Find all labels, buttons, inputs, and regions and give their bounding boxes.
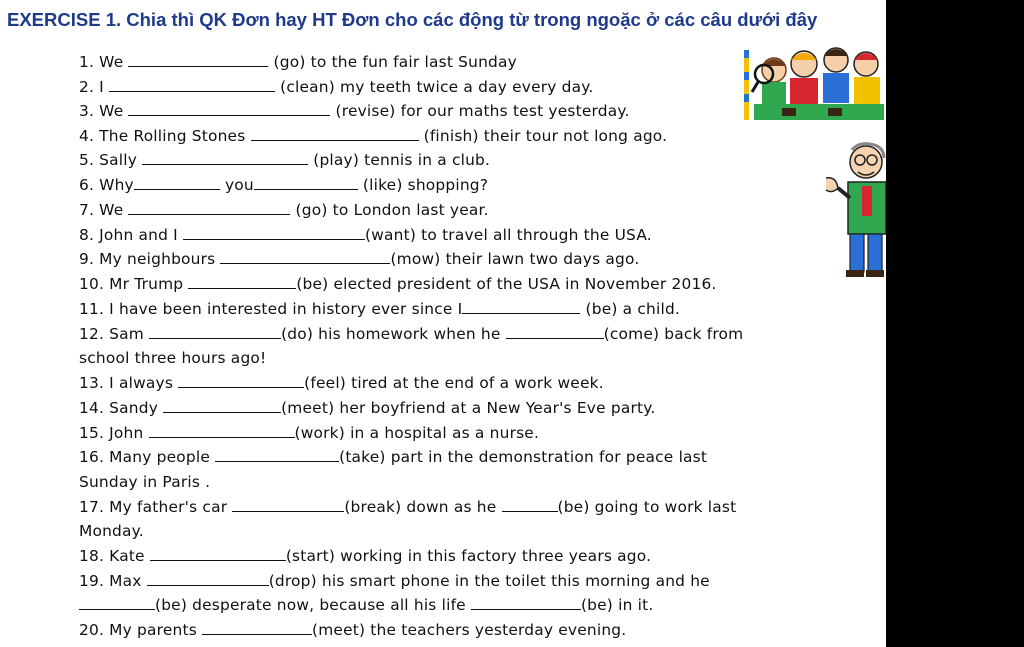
exercise-line-9: 9. My neighbours (mow) their lawn two days ago. [79, 250, 640, 268]
answer-blank[interactable] [220, 250, 390, 264]
exercise-line-17: 17. My father's car (break) down as he (be) going to work last [79, 498, 737, 516]
exercise-line-18: 18. Kate (start) working in this factory three years ago. [79, 547, 652, 565]
exercise-line-16-cont: Sunday in Paris . [79, 473, 211, 491]
answer-blank[interactable] [147, 572, 269, 586]
answer-blank[interactable] [128, 53, 268, 67]
exercise-line-16: 16. Many people (take) part in the demonstration for peace last [79, 448, 708, 466]
exercise-line-3: 3. We (revise) for our maths test yesterday. [79, 102, 630, 120]
answer-blank[interactable] [251, 127, 419, 141]
answer-blank[interactable] [128, 201, 290, 215]
answer-blank[interactable] [202, 621, 312, 635]
exercise-title: EXERCISE 1. Chia thì QK Đơn hay HT Đơn cho các động từ trong ngoặc ở các câu dưới đây [7, 9, 818, 30]
answer-blank[interactable] [134, 176, 220, 190]
answer-blank[interactable] [149, 424, 295, 438]
answer-blank[interactable] [149, 325, 281, 339]
exercise-line-20: 20. My parents (meet) the teachers yesterday evening. [79, 621, 627, 639]
answer-blank[interactable] [506, 325, 604, 339]
exercise-line-8: 8. John and I (want) to travel all through the USA. [79, 226, 652, 244]
answer-blank[interactable] [142, 151, 308, 165]
answer-blank[interactable] [150, 547, 286, 561]
exercise-line-5: 5. Sally (play) tennis in a club. [79, 151, 491, 169]
exercise-line-13: 13. I always (feel) tired at the end of a work week. [79, 374, 604, 392]
exercise-line-1: 1. We (go) to the fun fair last Sunday [79, 53, 517, 71]
exercise-line-11: 11. I have been interested in history ever since I (be) a child. [79, 300, 681, 318]
answer-blank[interactable] [232, 498, 344, 512]
answer-blank[interactable] [215, 448, 339, 462]
answer-blank[interactable] [128, 102, 330, 116]
answer-blank[interactable] [462, 300, 580, 314]
kids-clipart [742, 38, 886, 124]
exercise-line-15: 15. John (work) in a hospital as a nurse. [79, 424, 540, 442]
exercise-line-10: 10. Mr Trump (be) elected president of the USA in November 2016. [79, 275, 717, 293]
exercise-line-19: 19. Max (drop) his smart phone in the toilet this morning and he [79, 572, 710, 590]
answer-blank[interactable] [109, 78, 275, 92]
answer-blank[interactable] [254, 176, 358, 190]
answer-blank[interactable] [183, 226, 365, 240]
exercise-line-12: 12. Sam (do) his homework when he (come) back from [79, 325, 744, 343]
answer-blank[interactable] [188, 275, 296, 289]
exercise-line-4: 4. The Rolling Stones (finish) their tour not long ago. [79, 127, 668, 145]
answer-blank[interactable] [163, 399, 281, 413]
exercise-line-6: 6. Why you (like) shopping? [79, 176, 489, 194]
answer-blank[interactable] [178, 374, 304, 388]
exercise-line-14: 14. Sandy (meet) her boyfriend at a New Year's Eve party. [79, 399, 656, 417]
answer-blank[interactable] [502, 498, 558, 512]
exercise-line-7: 7. We (go) to London last year. [79, 201, 489, 219]
exercise-line-12-cont: school three hours ago! [79, 349, 267, 367]
exercise-line-19-cont: (be) desperate now, because all his life (be) in it. [79, 596, 653, 614]
old-man-clipart [818, 142, 886, 278]
exercise-line-2: 2. I (clean) my teeth twice a day every day. [79, 78, 594, 96]
exercise-line-17-cont: Monday. [79, 522, 144, 540]
answer-blank[interactable] [79, 596, 155, 610]
answer-blank[interactable] [471, 596, 581, 610]
